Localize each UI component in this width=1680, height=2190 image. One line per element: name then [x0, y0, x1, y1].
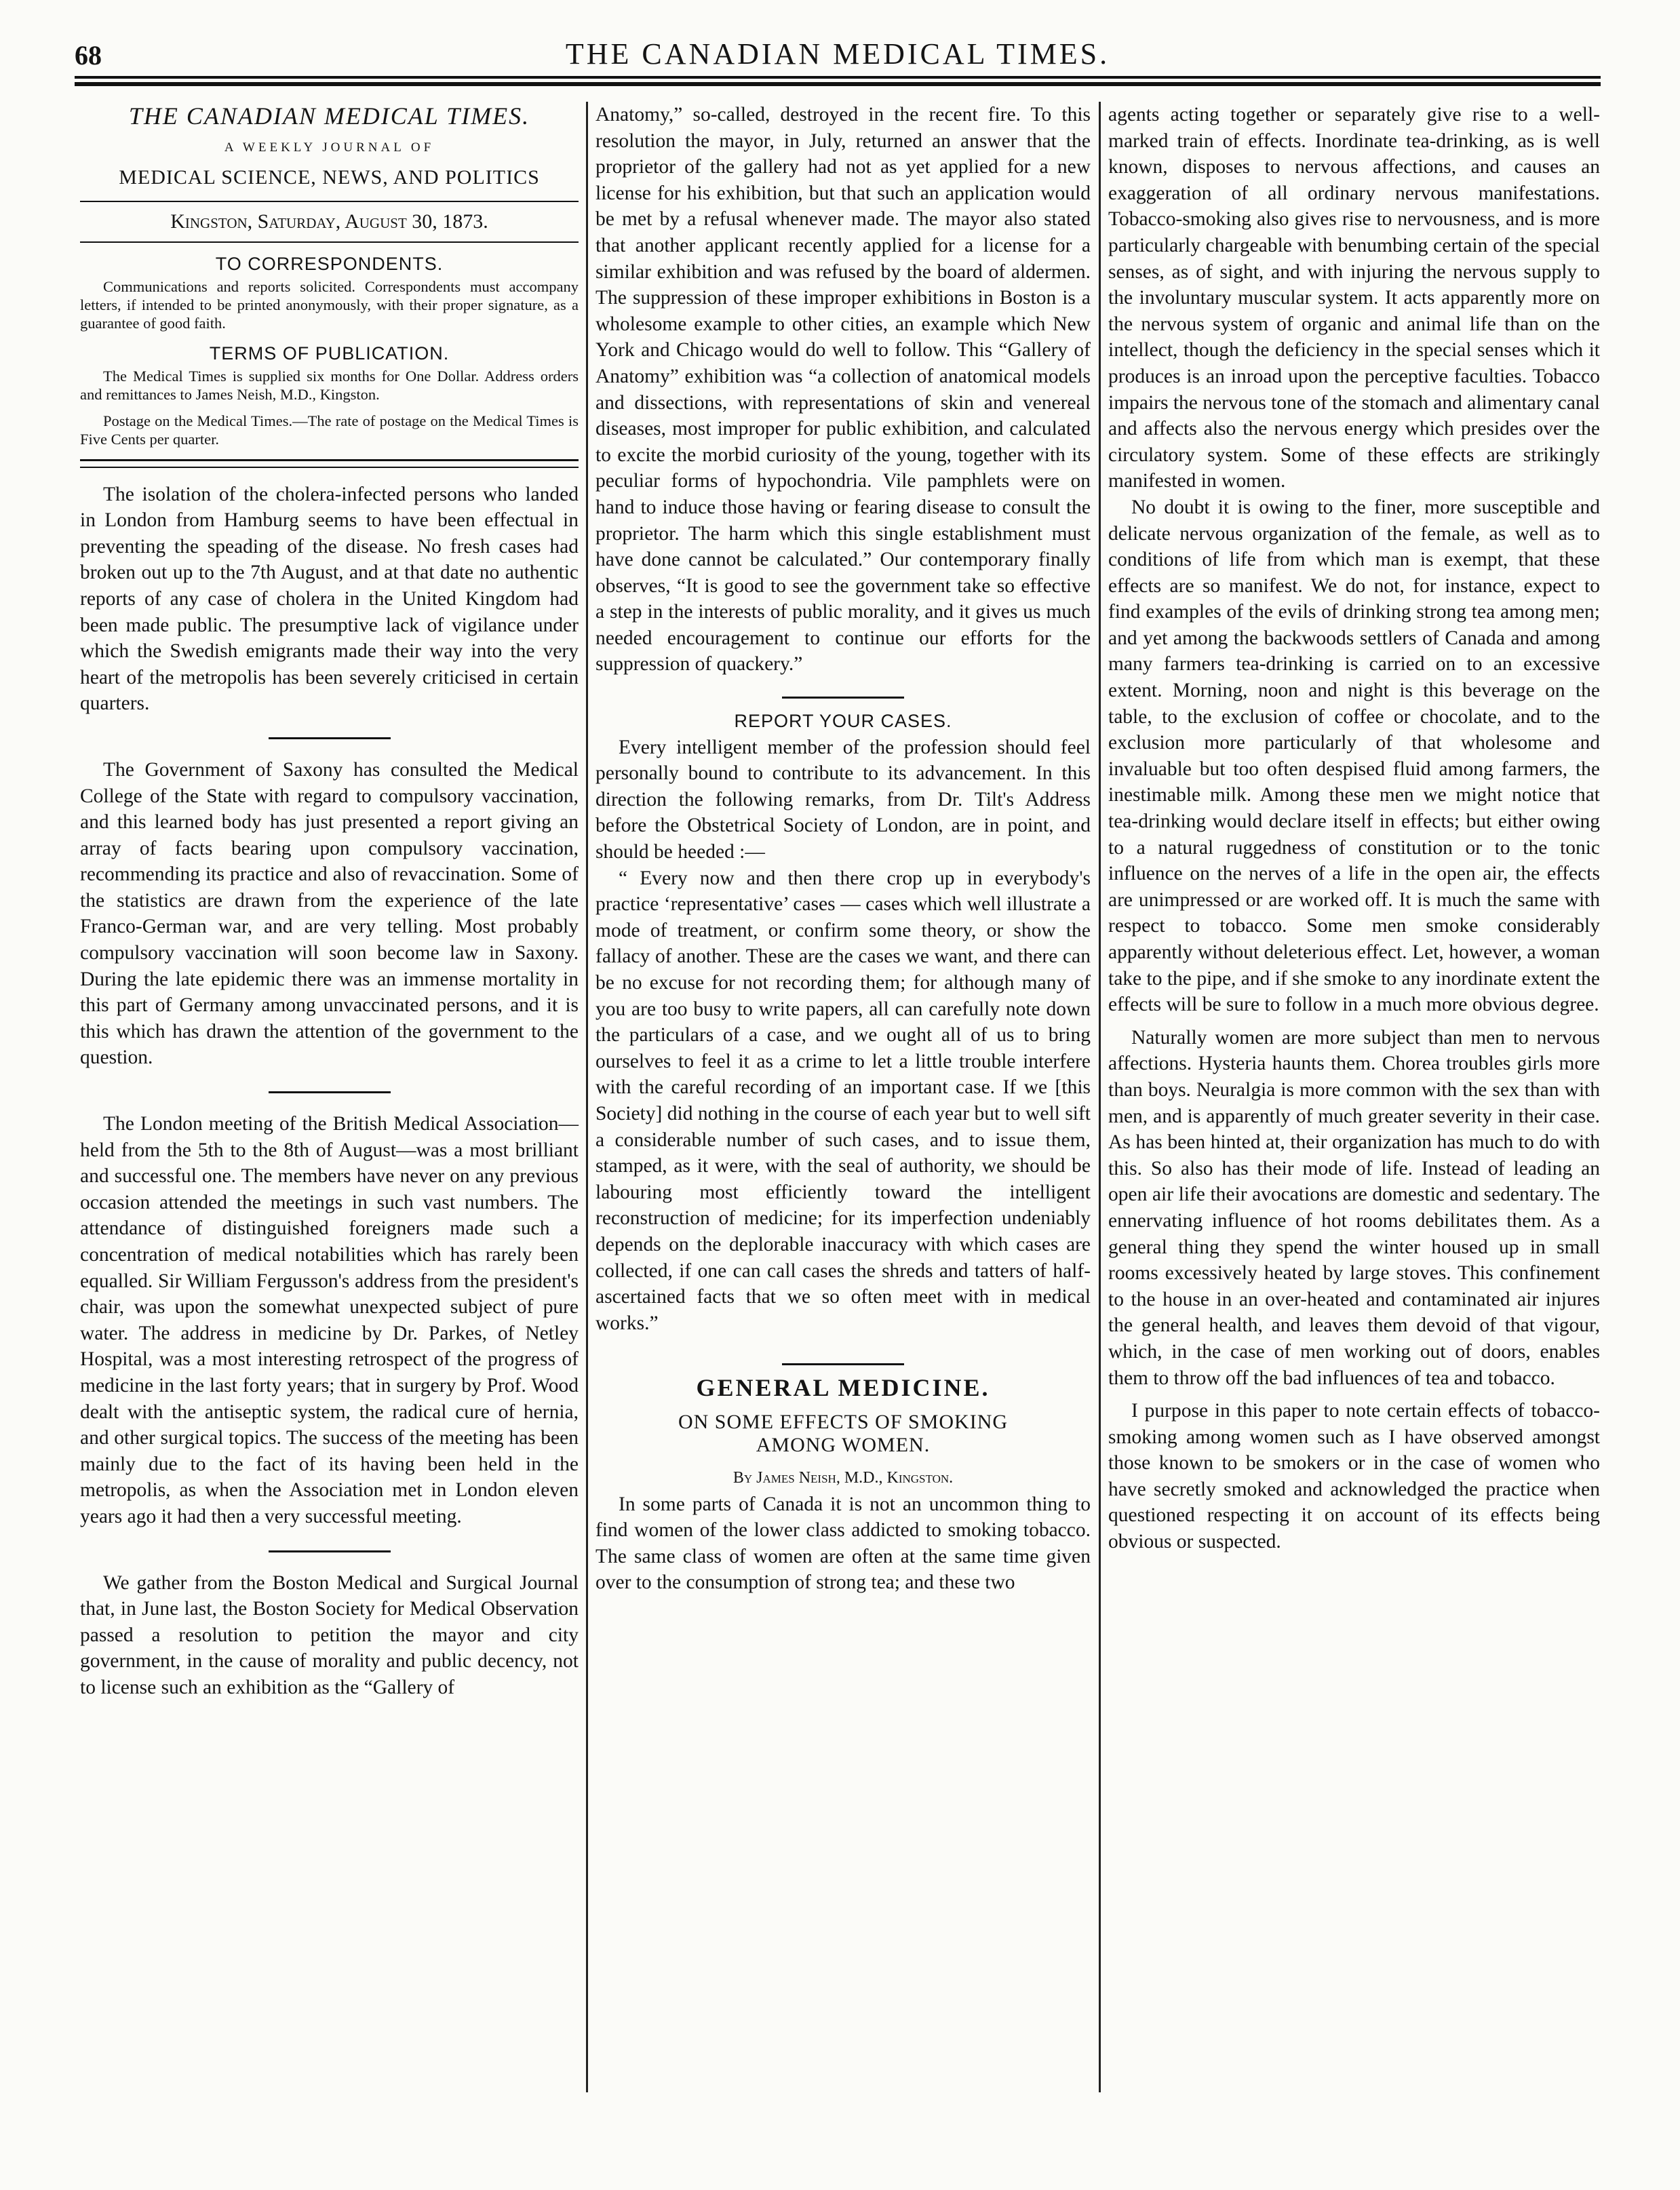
- masthead-subtitle-2: MEDICAL SCIENCE, NEWS, AND POLITICS: [119, 166, 540, 189]
- smoking-title-line-1: ON SOME EFFECTS OF SMOKING: [678, 1410, 1009, 1433]
- column-divider-right: [1099, 102, 1101, 2092]
- terms-heading: TERMS OF PUBLICATION.: [209, 343, 450, 364]
- smoking-paragraph-3: Naturally women are more subject than men to nervous affections. Hysteria haunts them. Chorea troubles girls more than boys. Neuralgia is more common with the sex than with men, and is apparently of much greater severity in their case. As has been hinted at, their organization has much to do with this. So also has their mode of life. Instead of leading an open air life their avocations are domestic and sedentary. The ennervating influence of hot rooms debilitates them. As a general thing they spend the winter housed up in small rooms excessively heated by large stoves. This confinement to the house in an over-heated and contaminated air injures the general health, and leaves them devoid of that vigour, which, in the case of men working out of doors, enables them to throw off the bad influences of tea and tobacco.: [1108, 1026, 1600, 1389]
- correspondents-text: Communications and reports solicited. Correspondents must accompany letters, if intended to be printed anonymously, with their proper signature, as a guarantee of good faith.: [80, 277, 579, 332]
- smoking-paragraph-1: In some parts of Canada it is not an uncommon thing to find women of the lower class addicted to smoking tobacco. The same class of women are often at the same time given over to the consumption of strong tea; and these two: [595, 1493, 1091, 1594]
- column-2: [595, 102, 1091, 1596]
- terms-text: The Medical Times is supplied six months for One Dollar. Address orders and remittances to James Neish, M.D., Kingston.: [80, 367, 579, 403]
- dateline: Kingston, Saturday, August 30, 1873.: [80, 201, 579, 243]
- general-medicine-heading: GENERAL MEDICINE.: [696, 1374, 990, 1402]
- header-rule-top: [75, 76, 1601, 79]
- postage-text: Postage on the Medical Times.—The rate of postage on the Medical Times is Five Cents per quarter.: [80, 412, 579, 448]
- smoking-paragraph-1-continued: agents acting together or separately give rise to a well-marked train of effects. Inordinate tea-drinking, as is well known, disposes to nervous affections, and causes an exaggeration of all ordinary nervous manifestations. Tobacco-smoking also gives rise to nervousness, and is more particularly chargeable with benumbing certain of the special senses, as of sight, and with injuring the nervous supply to the involuntary muscular system. It acts apparently more on the nervous system of organic and animal life than on the intellect, though the deficiency in the special senses which it produces is an inroad upon the perceptive faculties. Tobacco impairs the nervous tone of the stomach and alimentary canal and affects also the nervous energy which presides over the circulatory system. Some of these effects are strikingly manifested in women.: [1108, 104, 1600, 492]
- article-cholera: The isolation of the cholera-infected persons who landed in London from Hamburg seems to have been effectual in preventing the speading of the disease. No fresh cases had broken out up to the 7th August, and at that date no authentic reports of any case of cholera in the United Kingdom had been made public. The presumptive lack of vigilance under which the Swedish emigrants made their way into the very heart of the metropolis has been severely criticised in certain quarters.: [80, 483, 579, 715]
- section-rule: [782, 1363, 904, 1365]
- article-london-meeting: The London meeting of the British Medical Association—held from the 5th to the 8th of August—was a most brilliant and successful one. The members have never on any previous occasion attended the meetings in such vast numbers. The attendance of distinguished foreigners made such a concentration of medical notabilities which has rarely been equalled. Sir William Fergusson's address from the president's chair, was upon the somewhat unexpected subject of pure water. The address in medicine by Dr. Parkes, of Netley Hospital, was a most interesting retrospect of the progress of medicine in the last forty years; that in surgery by Prof. Wood dealt with the antiseptic system, the radical cure of hernia, and other surgical topics. The success of the meeting has been mainly due to the fact of its having been held in the metropolis, as when the Association met in London eleven years ago it had then a very successful meeting.: [80, 1113, 579, 1527]
- running-head-title: THE CANADIAN MEDICAL TIMES.: [565, 37, 1110, 71]
- smoking-title-line-2: AMONG WOMEN.: [756, 1433, 931, 1456]
- running-head: [75, 34, 1601, 75]
- section-rule: [782, 697, 904, 699]
- article-saxony: The Government of Saxony has consulted the Medical College of the State with regard to compulsory vaccination, and this learned body has just presented a report giving an array of facts bearing upon compulsory vaccination, recommending its practice and also of revaccination. Some of the statistics are drawn from the experience of the late Franco-German war, and are very telling. Most probably compulsory vaccination will soon become law in Saxony. During the late epidemic there was an immense mortality in this part of Germany among unvaccinated persons, and it is this which has drawn the attention of the government to the question.: [80, 758, 579, 1069]
- notices-rule: [80, 459, 579, 468]
- section-rule: [269, 1091, 391, 1093]
- header-rule-bottom: [75, 82, 1601, 86]
- section-rule: [269, 737, 391, 739]
- masthead-subtitle: A WEEKLY JOURNAL OF: [224, 140, 435, 155]
- correspondents-heading: TO CORRESPONDENTS.: [215, 254, 444, 275]
- report-intro: Every intelligent member of the profession should feel personally bound to contribute to its advancement. In this direction the following remarks, from Dr. Tilt's Address before the Obstetrical Society of London, are in point, and should be heeded :—: [595, 736, 1091, 863]
- column-divider-left: [586, 102, 588, 2092]
- smoking-byline: By James Neish, M.D., Kingston.: [732, 1468, 954, 1487]
- column-3: [1108, 102, 1600, 1555]
- smoking-paragraph-2: No doubt it is owing to the finer, more susceptible and delicate nervous organization of the female, as well as to conditions of life from which man is exempt, that these effects are so manifest. We do not, for instance, expect to find examples of the evils of drinking strong tea among men; and yet among the backwoods settlers of Canada and among many farmers tea-drinking is carried on to an excessive extent. Morning, noon and night is this beverage on the table, to the exclusion of coffee or chocolate, and to the exclusion more particularly of that wholesome and invaluable but too often despised fluid among farmers, the inestimable milk. Among these men we might notice that tea-drinking would declare itself in effects; but either owing to a natural ruggedness of constitution or to the tonic influence on the nerves of a life in the open air, the effects are unimpressed or are worked off. It is much the same with respect to tobacco. Some men smoke considerably apparently without deleterious effect. Let, however, a woman take to the pipe, and if she smoke to any inordinate extent the effects will be sure to follow in a much more obvious degree.: [1108, 496, 1600, 1016]
- article-boston-part-2: Anatomy,” so-called, destroyed in the recent fire. To this resolution the mayor, in July, returned an answer that the proprietor of the gallery had not as yet applied for a new license for his exhibition, but that such an application would be met by a refusal whenever made. The mayor also stated that another applicant recently applied for a license for a similar exhibition and was refused by the board of aldermen. The suppression of these improper exhibitions in Boston is a wholesome example to other cities, an example which New York and Chicago would do well to follow. This “Gallery of Anatomy” exhibition was “a collection of anatomical models and dissections, with representations of skin and venereal diseases, most improper for public exhibition, and calculated to excite the morbid curiosity of the young, together with its peculiar forms of hypochondria. Vile pamphlets were on hand to induce those having or fearing disease to consult the proprietor. The harm which this single establishment must have done cannot be calculated.” Our contemporary finally observes, “It is good to see the government take so effective a step in the interests of public morality, and it gives us much needed encouragement to continue our efforts for the suppression of quackery.”: [595, 104, 1091, 676]
- section-rule: [269, 1550, 391, 1552]
- masthead-title: THE CANADIAN MEDICAL TIMES.: [128, 102, 530, 130]
- report-heading: REPORT YOUR CASES.: [734, 711, 952, 732]
- smoking-paragraph-4: I purpose in this paper to note certain effects of tobacco-smoking among women such as I have observed amongst those known to be smokers or in the case of women who have secretly smoked and acknowledged the practice when questioned respecting it on account of its effects being obvious or suspected.: [1108, 1400, 1600, 1553]
- page-number: 68: [75, 40, 102, 71]
- article-boston-part-1: We gather from the Boston Medical and Surgical Journal that, in June last, the Boston Society for Medical Observation passed a resolution to petition the mayor and city government, in the cause of morality and public decency, not to license such an exhibition as the “Gallery of: [80, 1571, 579, 1698]
- report-quote: “ Every now and then there crop up in everybody's practice ‘representative’ cases — cases which well illustrate a mode of treatment, or confirm some theory, or show the fallacy of another. These are the cases we want, and there can be no excuse for not recording them; for although many of you are too busy to write papers, all can carefully note down the particulars of a case, and we ought all of us to bring ourselves to feel it as a crime to let a little trouble interfere with the careful recording of an important case. If we [this Society] did nothing in the course of each year but to well sift a considerable number of such cases, and to issue them, stamped, as it were, with the seal of authority, we should be labouring most efficiently toward the intelligent reconstruction of medicine; for its imperfection undeniably depends on the deplorable inaccuracy with which cases are collected, if one can call cases the shreds and tatters of half-ascertained facts that we so often meet with in medical works.”: [595, 867, 1091, 1334]
- column-1: [80, 102, 579, 1701]
